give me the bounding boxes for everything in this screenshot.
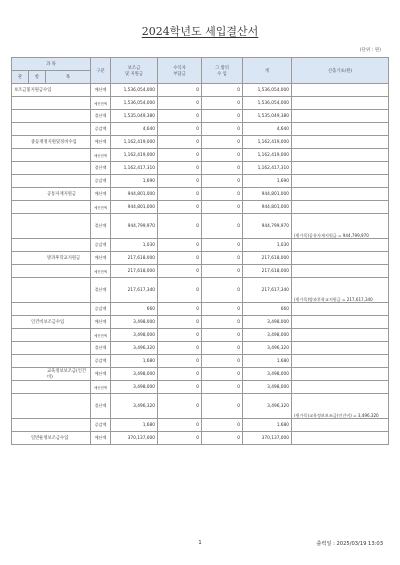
category-cell bbox=[12, 432, 91, 445]
header-gubun: 구분 bbox=[91, 58, 111, 84]
other-income-value: 0 bbox=[202, 239, 243, 252]
beneficiary-value: 0 bbox=[158, 265, 202, 278]
beneficiary-value: 0 bbox=[158, 432, 202, 445]
beneficiary-value: 0 bbox=[158, 239, 202, 252]
beneficiary-value: 0 bbox=[158, 188, 202, 201]
beneficiary-value: 0 bbox=[158, 303, 202, 316]
calc-basis-note bbox=[292, 355, 389, 368]
beneficiary-value: 0 bbox=[158, 110, 202, 123]
subsidy-value: 1,690 bbox=[111, 175, 158, 188]
header-calc-basis: 산출기초(원) bbox=[292, 58, 389, 84]
beneficiary-value: 0 bbox=[158, 149, 202, 162]
calc-basis-note bbox=[292, 252, 389, 265]
unit-label: (단위 : 원) bbox=[359, 48, 381, 53]
other-income-value: 0 bbox=[202, 419, 243, 432]
other-income-value: 0 bbox=[202, 123, 243, 136]
row-gubun: 증감액 bbox=[91, 419, 111, 432]
table-header bbox=[12, 58, 389, 84]
other-income-value: 0 bbox=[202, 394, 243, 419]
category-name: 교육정보보조금(인건비) bbox=[47, 369, 87, 380]
table-row bbox=[12, 123, 389, 136]
category-cell bbox=[12, 239, 91, 252]
other-income-value: 0 bbox=[202, 368, 243, 381]
calc-basis-note bbox=[292, 432, 389, 445]
subsidy-value: 3,496,320 bbox=[111, 394, 158, 419]
subsidy-value: 1,030 bbox=[111, 239, 158, 252]
beneficiary-value: 0 bbox=[158, 419, 202, 432]
other-income-value: 0 bbox=[202, 252, 243, 265]
beneficiary-value: 0 bbox=[158, 355, 202, 368]
other-income-value: 0 bbox=[202, 149, 243, 162]
other-income-value: 0 bbox=[202, 188, 243, 201]
other-income-value: 0 bbox=[202, 381, 243, 394]
category-name: 인건비보조금수입 bbox=[31, 320, 65, 325]
table-row bbox=[12, 239, 389, 252]
category-name: 중등재정지원및경비수입 bbox=[31, 140, 77, 145]
row-gubun: 결산액 bbox=[91, 278, 111, 303]
table-row bbox=[12, 303, 389, 316]
other-income-value: 0 bbox=[202, 432, 243, 445]
calc-basis-note: (원가목)공통자재지원금 = 944,799,970 bbox=[292, 214, 389, 239]
total-value: 217,618,000 bbox=[243, 265, 292, 278]
category-name: 공통자재지원금 bbox=[47, 192, 77, 197]
table-row bbox=[12, 432, 389, 445]
category-name: 방과후학교지원금 bbox=[47, 256, 81, 261]
total-value: 370,137,000 bbox=[243, 432, 292, 445]
calc-basis-note bbox=[292, 303, 389, 316]
row-gubun: 예산현액 bbox=[91, 149, 111, 162]
table-row bbox=[12, 201, 389, 214]
calc-basis-note: (원가목)방과후학교지원금 = 217,617,340 bbox=[292, 278, 389, 303]
calc-basis-note bbox=[292, 188, 389, 201]
table-row bbox=[12, 394, 389, 419]
beneficiary-value: 0 bbox=[158, 252, 202, 265]
other-income-value: 0 bbox=[202, 97, 243, 110]
total-value: 1,162,417,310 bbox=[243, 162, 292, 175]
row-gubun: 예산액 bbox=[91, 188, 111, 201]
category-name: 보조금및지원금수입 bbox=[14, 88, 52, 93]
row-gubun: 증감액 bbox=[91, 123, 111, 136]
table-row bbox=[12, 329, 389, 342]
header-beneficiary: 수익자 부담금 bbox=[158, 58, 202, 84]
row-gubun: 결산액 bbox=[91, 214, 111, 239]
subsidy-value: 217,618,000 bbox=[111, 265, 158, 278]
header-mok: 목 bbox=[46, 71, 91, 84]
category-cell bbox=[12, 368, 91, 381]
beneficiary-value: 0 bbox=[158, 84, 202, 97]
other-income-value: 0 bbox=[202, 136, 243, 149]
table-row bbox=[12, 162, 389, 175]
header-other-income: 그 밖의 수 입 bbox=[202, 58, 243, 84]
beneficiary-value: 0 bbox=[158, 342, 202, 355]
total-value: 3,498,000 bbox=[243, 381, 292, 394]
category-cell bbox=[12, 252, 91, 265]
table-row bbox=[12, 84, 389, 97]
calc-basis-note bbox=[292, 239, 389, 252]
revenue-settlement-table bbox=[11, 57, 389, 445]
table-row bbox=[12, 342, 389, 355]
calc-basis-note bbox=[292, 110, 389, 123]
other-income-value: 0 bbox=[202, 265, 243, 278]
total-value: 1,680 bbox=[243, 355, 292, 368]
table-row bbox=[12, 149, 389, 162]
subsidy-value: 370,137,000 bbox=[111, 432, 158, 445]
calc-basis-note bbox=[292, 175, 389, 188]
total-value: 944,801,000 bbox=[243, 188, 292, 201]
total-value: 944,799,970 bbox=[243, 214, 292, 239]
header-gwamok: 과 목 bbox=[12, 58, 91, 71]
header-total: 계 bbox=[243, 58, 292, 84]
row-gubun: 결산액 bbox=[91, 394, 111, 419]
beneficiary-value: 0 bbox=[158, 97, 202, 110]
row-gubun: 예산현액 bbox=[91, 97, 111, 110]
beneficiary-value: 0 bbox=[158, 123, 202, 136]
beneficiary-value: 0 bbox=[158, 136, 202, 149]
subsidy-value: 944,801,000 bbox=[111, 201, 158, 214]
subsidy-value: 944,801,000 bbox=[111, 188, 158, 201]
other-income-value: 0 bbox=[202, 84, 243, 97]
category-cell bbox=[12, 149, 91, 162]
row-gubun: 예산현액 bbox=[91, 201, 111, 214]
row-gubun: 예산액 bbox=[91, 432, 111, 445]
total-value: 1,536,054,000 bbox=[243, 97, 292, 110]
total-value: 3,498,000 bbox=[243, 368, 292, 381]
row-gubun: 예산현액 bbox=[91, 381, 111, 394]
beneficiary-value: 0 bbox=[158, 175, 202, 188]
category-cell bbox=[12, 394, 91, 419]
other-income-value: 0 bbox=[202, 110, 243, 123]
other-income-value: 0 bbox=[202, 329, 243, 342]
table-row bbox=[12, 175, 389, 188]
subsidy-value: 1,162,419,000 bbox=[111, 149, 158, 162]
other-income-value: 0 bbox=[202, 342, 243, 355]
beneficiary-value: 0 bbox=[158, 394, 202, 419]
total-value: 3,496,320 bbox=[243, 342, 292, 355]
row-gubun: 증감액 bbox=[91, 239, 111, 252]
table-row bbox=[12, 355, 389, 368]
beneficiary-value: 0 bbox=[158, 316, 202, 329]
calc-basis-note: (원가목)교육정보보조금(인건비) = 3,496,320 bbox=[292, 394, 389, 419]
table-row bbox=[12, 278, 389, 303]
table-row bbox=[12, 188, 389, 201]
subsidy-value: 3,496,320 bbox=[111, 342, 158, 355]
other-income-value: 0 bbox=[202, 201, 243, 214]
calc-basis-note bbox=[292, 265, 389, 278]
category-cell bbox=[12, 97, 91, 110]
category-cell bbox=[12, 175, 91, 188]
category-cell bbox=[12, 265, 91, 278]
calc-basis-note bbox=[292, 123, 389, 136]
calc-basis-note bbox=[292, 342, 389, 355]
other-income-value: 0 bbox=[202, 162, 243, 175]
header-gwan: 관 bbox=[12, 71, 29, 84]
calc-basis-note bbox=[292, 368, 389, 381]
table-row bbox=[12, 110, 389, 123]
row-gubun: 결산액 bbox=[91, 110, 111, 123]
table-row bbox=[12, 316, 389, 329]
other-income-value: 0 bbox=[202, 175, 243, 188]
row-gubun: 결산액 bbox=[91, 162, 111, 175]
subsidy-value: 3,498,000 bbox=[111, 316, 158, 329]
row-gubun: 예산액 bbox=[91, 136, 111, 149]
other-income-value: 0 bbox=[202, 278, 243, 303]
total-value: 1,030 bbox=[243, 239, 292, 252]
table-row bbox=[12, 214, 389, 239]
category-cell bbox=[12, 201, 91, 214]
subsidy-value: 217,617,340 bbox=[111, 278, 158, 303]
document-title: 2024학년도 세입결산서 bbox=[141, 25, 259, 38]
page-number: 1 bbox=[198, 540, 202, 546]
total-value: 1,680 bbox=[243, 419, 292, 432]
subsidy-value: 1,680 bbox=[111, 355, 158, 368]
calc-basis-note bbox=[292, 97, 389, 110]
total-value: 217,617,340 bbox=[243, 278, 292, 303]
other-income-value: 0 bbox=[202, 303, 243, 316]
other-income-value: 0 bbox=[202, 355, 243, 368]
row-gubun: 증감액 bbox=[91, 355, 111, 368]
beneficiary-value: 0 bbox=[158, 278, 202, 303]
beneficiary-value: 0 bbox=[158, 381, 202, 394]
table-row bbox=[12, 252, 389, 265]
beneficiary-value: 0 bbox=[158, 329, 202, 342]
calc-basis-note bbox=[292, 136, 389, 149]
category-cell bbox=[12, 84, 91, 97]
beneficiary-value: 0 bbox=[158, 201, 202, 214]
subsidy-value: 1,162,419,000 bbox=[111, 136, 158, 149]
calc-basis-note bbox=[292, 419, 389, 432]
beneficiary-value: 0 bbox=[158, 368, 202, 381]
table-row bbox=[12, 265, 389, 278]
category-cell bbox=[12, 136, 91, 149]
row-gubun: 증감액 bbox=[91, 303, 111, 316]
category-cell bbox=[12, 329, 91, 342]
total-value: 3,496,320 bbox=[243, 394, 292, 419]
calc-basis-note bbox=[292, 149, 389, 162]
calc-basis-note bbox=[292, 162, 389, 175]
table-row bbox=[12, 419, 389, 432]
category-cell bbox=[12, 162, 91, 175]
print-date: 출력일 : 2025/03/19 13:03 bbox=[316, 541, 383, 547]
category-cell bbox=[12, 419, 91, 432]
category-cell bbox=[12, 214, 91, 239]
subsidy-value: 1,162,417,310 bbox=[111, 162, 158, 175]
table-row bbox=[12, 368, 389, 381]
row-gubun: 예산현액 bbox=[91, 265, 111, 278]
calc-basis-note bbox=[292, 84, 389, 97]
total-value: 660 bbox=[243, 303, 292, 316]
category-cell bbox=[12, 342, 91, 355]
header-hang: 항 bbox=[29, 71, 46, 84]
other-income-value: 0 bbox=[202, 316, 243, 329]
calc-basis-note bbox=[292, 329, 389, 342]
total-value: 1,162,419,000 bbox=[243, 149, 292, 162]
category-cell bbox=[12, 355, 91, 368]
calc-basis-note bbox=[292, 201, 389, 214]
subsidy-value: 1,535,049,380 bbox=[111, 110, 158, 123]
total-value: 944,801,000 bbox=[243, 201, 292, 214]
table-row bbox=[12, 97, 389, 110]
table-row bbox=[12, 136, 389, 149]
subsidy-value: 944,799,970 bbox=[111, 214, 158, 239]
subsidy-value: 660 bbox=[111, 303, 158, 316]
total-value: 3,498,000 bbox=[243, 329, 292, 342]
header-subsidy: 보조금 및 지원금 bbox=[111, 58, 158, 84]
subsidy-value: 1,536,054,000 bbox=[111, 97, 158, 110]
table-row bbox=[12, 381, 389, 394]
total-value: 1,536,054,000 bbox=[243, 84, 292, 97]
row-gubun: 예산액 bbox=[91, 84, 111, 97]
subsidy-value: 1,536,054,000 bbox=[111, 84, 158, 97]
row-gubun: 결산액 bbox=[91, 342, 111, 355]
subsidy-value: 3,498,000 bbox=[111, 381, 158, 394]
subsidy-value: 4,640 bbox=[111, 123, 158, 136]
total-value: 1,162,419,000 bbox=[243, 136, 292, 149]
row-gubun: 예산액 bbox=[91, 368, 111, 381]
category-cell bbox=[12, 303, 91, 316]
other-income-value: 0 bbox=[202, 214, 243, 239]
beneficiary-value: 0 bbox=[158, 214, 202, 239]
total-value: 3,498,000 bbox=[243, 316, 292, 329]
category-cell bbox=[12, 316, 91, 329]
category-cell bbox=[12, 278, 91, 303]
row-gubun: 예산현액 bbox=[91, 329, 111, 342]
category-cell bbox=[12, 381, 91, 394]
subsidy-value: 3,498,000 bbox=[111, 368, 158, 381]
category-cell bbox=[12, 110, 91, 123]
calc-basis-note bbox=[292, 381, 389, 394]
row-gubun: 예산액 bbox=[91, 252, 111, 265]
total-value: 4,640 bbox=[243, 123, 292, 136]
total-value: 1,535,049,380 bbox=[243, 110, 292, 123]
row-gubun: 예산액 bbox=[91, 316, 111, 329]
subsidy-value: 3,498,000 bbox=[111, 329, 158, 342]
total-value: 217,618,000 bbox=[243, 252, 292, 265]
table-body bbox=[12, 84, 389, 445]
category-cell bbox=[12, 123, 91, 136]
category-name: 일반운영보조금수입 bbox=[31, 436, 69, 441]
subsidy-value: 217,618,000 bbox=[111, 252, 158, 265]
total-value: 1,690 bbox=[243, 175, 292, 188]
calc-basis-note bbox=[292, 316, 389, 329]
subsidy-value: 1,680 bbox=[111, 419, 158, 432]
beneficiary-value: 0 bbox=[158, 162, 202, 175]
category-cell bbox=[12, 188, 91, 201]
row-gubun: 증감액 bbox=[91, 175, 111, 188]
